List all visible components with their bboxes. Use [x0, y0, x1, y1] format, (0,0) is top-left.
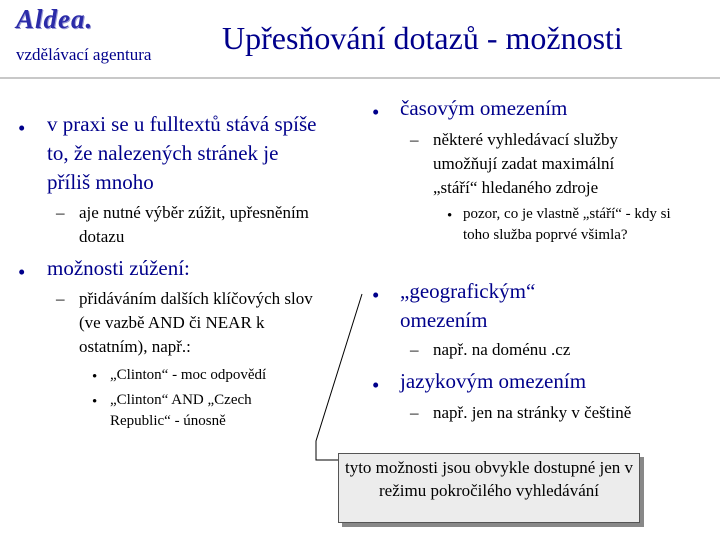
dash-icon: –	[56, 289, 65, 308]
right-item-1: časovým omezením	[400, 96, 568, 120]
bullet-icon: •	[372, 373, 380, 397]
right-item-2: „geografickým“ omezením	[400, 279, 536, 332]
bullet-icon: •	[18, 260, 26, 284]
right-item-3: jazykovým omezením	[400, 369, 587, 393]
right-item-1-sub: některé vyhledávací služby umožňují zadat maximální „stáří“ hledaného zdroje	[433, 130, 619, 197]
small-bullet-icon: •	[92, 369, 98, 385]
bullet-icon: •	[372, 283, 380, 307]
page-title: Upřesňování dotazů - možnosti	[222, 20, 623, 56]
right-item-1-subsub: pozor, co je vlastně „stáří“ - kdy si toho služba poprvé všimla?	[463, 206, 671, 243]
dash-icon: –	[410, 403, 419, 422]
right-item-3-sub: např. jen na stránky v češtině	[433, 403, 632, 422]
right-item-2-sub: např. na doménu .cz	[433, 340, 571, 359]
dash-icon: –	[410, 340, 419, 359]
logo: Aldea.	[16, 4, 94, 34]
left-item-1: v praxi se u fulltextů stává spíše to, že nalezených stránek je příliš mnoho	[47, 112, 317, 194]
bullet-icon: •	[18, 116, 26, 140]
left-item-2: možnosti zúžení:	[47, 256, 190, 280]
example-1: „Clinton“ - moc odpovědí	[110, 367, 267, 383]
dash-icon: –	[410, 130, 419, 149]
callout-note: tyto možnosti jsou obvykle dostupné jen v režimu pokročilého vyhledávání	[338, 453, 640, 523]
left-item-2-sub: přidáváním dalších klíčových slov (ve vazbě AND či NEAR k ostatním), např.:	[79, 289, 313, 356]
agency-name: vzdělávací agentura	[16, 45, 152, 64]
dash-icon: –	[56, 203, 65, 222]
bullet-icon: •	[372, 100, 380, 124]
example-2: „Clinton“ AND „Czech Republic“ - únosně	[110, 392, 252, 429]
left-item-1-sub: aje nutné výběr zúžit, upřesněním dotazu	[79, 203, 309, 246]
small-bullet-icon: •	[92, 394, 98, 410]
small-bullet-icon: •	[447, 208, 453, 224]
